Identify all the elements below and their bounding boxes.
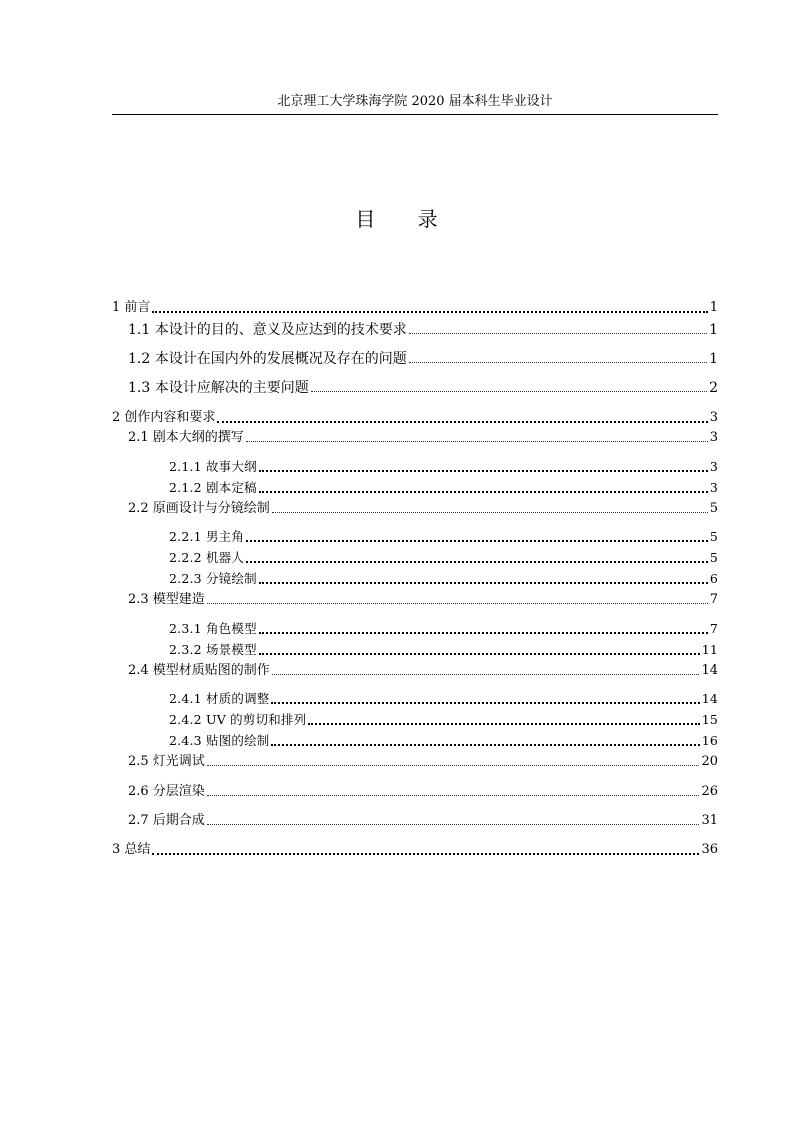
toc-entry-label: 2.3.1 角色模型 <box>169 621 257 636</box>
dot-leader <box>409 362 707 363</box>
dot-leader <box>207 603 708 604</box>
toc-entry-page: 1 <box>709 351 718 367</box>
toc-entry-label: 2.4.1 材质的调整 <box>169 691 270 706</box>
toc-entry-2-6[interactable] <box>128 784 718 800</box>
dot-leader <box>259 582 708 584</box>
toc-entry-2-5[interactable] <box>128 754 718 770</box>
toc-entry-2-1-2[interactable] <box>169 480 718 496</box>
toc-entry-label: 2.7 后期合成 <box>128 813 205 828</box>
dot-leader <box>308 723 699 725</box>
dot-leader <box>207 824 700 825</box>
toc-entry-label: 2.3 模型建造 <box>128 592 205 607</box>
toc-entry-1[interactable] <box>112 300 718 316</box>
toc-entry-page: 2 <box>709 380 718 396</box>
toc-entry-2-3-2[interactable] <box>169 642 718 658</box>
toc-entry-page: 26 <box>701 784 718 799</box>
toc-entry-page: 31 <box>701 813 718 828</box>
toc-entry-2-2-1[interactable] <box>169 529 718 545</box>
toc-entry-label: 3 总结 <box>112 842 151 857</box>
toc-entry-label: 1.3 本设计应解决的主要问题 <box>128 380 309 396</box>
toc-entry-label: 2.2.1 男主角 <box>169 529 245 544</box>
dot-leader <box>259 470 708 472</box>
toc-entry-label: 2 创作内容和要求 <box>112 410 216 425</box>
header-rule <box>112 114 718 115</box>
dot-leader <box>207 795 700 796</box>
toc-entry-3[interactable] <box>112 842 718 858</box>
dot-leader <box>272 512 708 513</box>
toc-entry-2-7[interactable] <box>128 813 718 829</box>
toc-entry-page: 15 <box>701 712 718 727</box>
toc-entry-label: 2.5 灯光调试 <box>128 754 205 769</box>
toc-entry-page: 14 <box>701 663 718 678</box>
toc-entry-page: 1 <box>709 300 718 315</box>
toc-entry-page: 7 <box>709 592 718 607</box>
dot-leader <box>207 765 700 766</box>
dot-leader <box>409 333 707 334</box>
toc-entry-2-2-2[interactable] <box>169 550 718 566</box>
dot-leader <box>272 674 700 675</box>
toc-entry-page: 5 <box>709 529 718 544</box>
toc-entry-label: 2.1.1 故事大纲 <box>169 459 257 474</box>
toc-entry-page: 11 <box>701 642 718 657</box>
dot-leader <box>217 421 707 423</box>
toc-entry-label: 2.2.3 分镜绘制 <box>169 571 257 586</box>
toc-entry-1-3[interactable] <box>128 380 718 396</box>
dot-leader <box>259 653 700 655</box>
toc-entry-2-4-2[interactable] <box>169 712 718 728</box>
toc-entry-label: 2.4.2 UV 的剪切和排列 <box>169 712 307 727</box>
dot-leader <box>271 744 699 746</box>
toc-entry-page: 5 <box>709 550 718 565</box>
toc-entry-page: 16 <box>701 733 718 748</box>
toc-entry-page: 36 <box>701 842 718 857</box>
toc-entry-2-3-1[interactable] <box>169 621 718 637</box>
toc-entry-page: 3 <box>709 480 718 495</box>
dot-leader <box>152 853 699 855</box>
toc-entry-label: 2.3.2 场景模型 <box>169 642 257 657</box>
toc-entry-page: 1 <box>709 322 718 338</box>
toc-entry-2-4-1[interactable] <box>169 691 718 707</box>
toc-entry-label: 1.1 本设计的目的、意义及应达到的技术要求 <box>128 322 407 338</box>
toc-entry-page: 7 <box>709 621 718 636</box>
toc-entry-1-2[interactable] <box>128 351 718 367</box>
toc-entry-page: 5 <box>709 501 718 516</box>
page-header: 北京理工大学珠海学院 2020 届本科生毕业设计 <box>277 94 553 109</box>
toc-entry-label: 2.4 模型材质贴图的制作 <box>128 663 270 678</box>
dot-leader <box>259 632 708 634</box>
toc-entry-label: 2.1 剧本大纲的撰写 <box>128 430 244 445</box>
toc-entry-2-2-3[interactable] <box>169 571 718 587</box>
toc-entry-page: 20 <box>701 754 718 769</box>
toc-entry-2[interactable] <box>112 410 718 426</box>
toc-entry-2-4[interactable] <box>128 663 718 679</box>
dot-leader <box>246 441 708 442</box>
toc-entry-2-4-3[interactable] <box>169 733 718 749</box>
toc-entry-2-3[interactable] <box>128 592 718 608</box>
toc-entry-label: 1 前言 <box>112 300 151 315</box>
dot-leader <box>311 391 707 392</box>
toc-entry-2-1[interactable] <box>128 430 718 446</box>
dot-leader <box>259 491 708 493</box>
dot-leader <box>152 311 707 313</box>
toc-entry-label: 2.2 原画设计与分镜绘制 <box>128 501 270 516</box>
dot-leader <box>246 540 708 542</box>
toc-entry-2-2[interactable] <box>128 501 718 517</box>
toc-entry-label: 2.4.3 贴图的绘制 <box>169 733 270 748</box>
toc-entry-page: 3 <box>709 459 718 474</box>
dot-leader <box>271 702 699 704</box>
toc-entry-page: 3 <box>709 430 718 445</box>
toc-entry-2-1-1[interactable] <box>169 459 718 475</box>
toc-entry-label: 2.2.2 机器人 <box>169 550 245 565</box>
toc-title: 目 录 <box>355 207 456 231</box>
toc-entry-label: 2.1.2 剧本定稿 <box>169 480 257 495</box>
toc-entry-page: 6 <box>709 571 718 586</box>
toc-entry-1-1[interactable] <box>128 322 718 338</box>
toc-entry-label: 2.6 分层渲染 <box>128 784 205 799</box>
toc-entry-page: 3 <box>709 410 718 425</box>
toc-entry-page: 14 <box>701 691 718 706</box>
toc-entry-label: 1.2 本设计在国内外的发展概况及存在的问题 <box>128 351 407 367</box>
dot-leader <box>246 561 708 563</box>
